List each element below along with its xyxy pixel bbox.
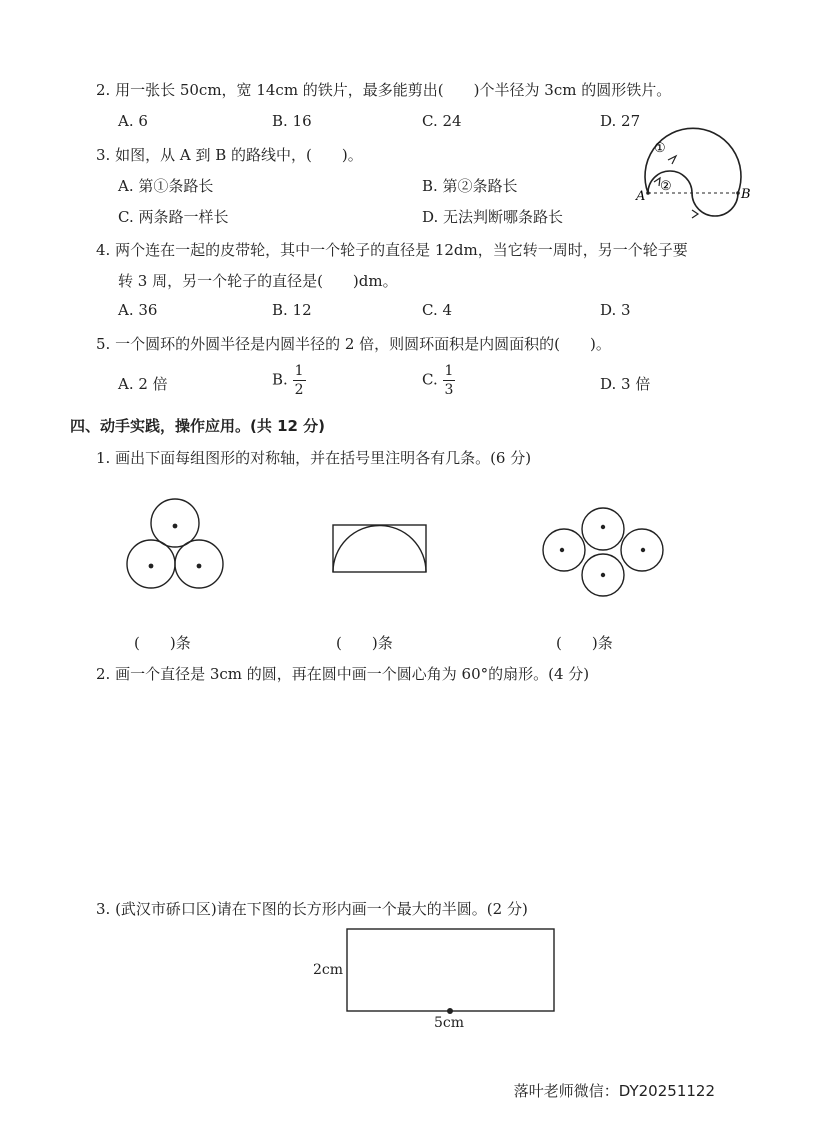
question-4-line-2: 转 3 周，另一个轮子的直径是( )dm。 [118,272,398,290]
answer-blank-1[interactable]: ( )条 [134,634,191,652]
answer-blank-3[interactable]: ( )条 [556,634,613,652]
center-dot-top [601,525,605,529]
three-circles-figure [124,496,224,592]
fraction-one-third: $\frac{1}{3}$ [444,363,454,398]
q3-option-d[interactable]: D. 无法判断哪条路长 [422,208,564,226]
point-a-dot [646,191,650,195]
rectangle-semicircle-figure [332,524,428,574]
q2-option-d[interactable]: D. 27 [600,112,641,130]
center-dot-top [173,524,178,529]
question-2-text: 2. 用一张长 50cm，宽 14cm 的铁片，最多能剪出( )个半径为 3cm 的圆形铁片。 [96,81,672,99]
route-2-label: ② [660,179,672,194]
q4-option-d[interactable]: D. 3 [600,301,631,319]
q4-option-a[interactable]: A. 36 [118,301,158,319]
answer-blank-2[interactable]: ( )条 [336,634,393,652]
point-b-label: B [741,187,751,202]
q4-option-b[interactable]: B. 12 [272,301,312,319]
center-dot-right [197,564,202,569]
q2-option-c[interactable]: C. 24 [422,112,462,130]
q3-option-b[interactable]: B. 第②条路长 [422,177,518,195]
center-dot-left [149,564,154,569]
q4-option-c[interactable]: C. 4 [422,301,453,319]
route-1-label: ① [654,141,666,156]
q5-option-d[interactable]: D. 3 倍 [600,375,651,393]
center-dot-right [641,548,645,552]
arrow-route-2-lower [692,210,698,218]
q5-option-a[interactable]: A. 2 倍 [118,375,168,393]
section-4-heading: 四、动手实践，操作应用。(共 12 分) [70,417,326,435]
arrow-route-1 [668,156,676,164]
footer-contact: 落叶老师微信：DY20251122 [513,1082,715,1100]
center-dot-left [560,548,564,552]
target-rectangle [347,929,554,1011]
center-dot-bottom [601,573,605,577]
circle-top [151,499,199,547]
fraction-one-half: $\frac{1}{2}$ [294,363,304,398]
point-a-label: A [636,189,646,204]
question-5-text: 5. 一个圆环的外圆半径是内圆半径的 2 倍，则圆环面积是内圆面积的( )。 [96,335,611,353]
question-4-line-1: 4. 两个连在一起的皮带轮，其中一个轮子的直径是 12dm，当它转一周时，另一个轮子要 [96,241,688,259]
q5-option-b-prefix: B. [272,370,288,389]
q3-option-c[interactable]: C. 两条路一样长 [118,208,229,226]
practice-2-text: 2. 画一个直径是 3cm 的圆，再在圆中画一个圆心角为 60°的扇形。(4 分) [96,665,590,683]
q3-route-figure [630,138,760,238]
practice-3-rectangle-figure [346,928,556,1014]
question-3-text: 3. 如图，从 A 到 B 的路线中，( )。 [96,146,363,164]
q5-option-c[interactable] [422,364,455,397]
q5-option-c-prefix: C. [422,370,438,389]
point-b-dot [736,191,740,195]
practice-1-text: 1. 画出下面每组图形的对称轴，并在括号里注明各有几条。(6 分) [96,449,532,467]
q5-option-b[interactable] [272,364,306,397]
q2-option-a[interactable]: A. 6 [118,112,148,130]
figure-semicircle [333,526,426,573]
q3-option-a[interactable]: A. 第①条路长 [118,177,214,195]
height-label: 2cm [313,962,344,978]
figure-rectangle [333,525,426,572]
q2-option-b[interactable]: B. 16 [272,112,312,130]
practice-3-text: 3. (武汉市硚口区)请在下图的长方形内画一个最大的半圆。(2 分) [96,900,528,918]
width-label: 5cm [434,1015,465,1031]
route-2-arc-lower [692,193,738,216]
bottom-midpoint-dot [447,1008,453,1014]
four-circles-figure [540,507,666,599]
